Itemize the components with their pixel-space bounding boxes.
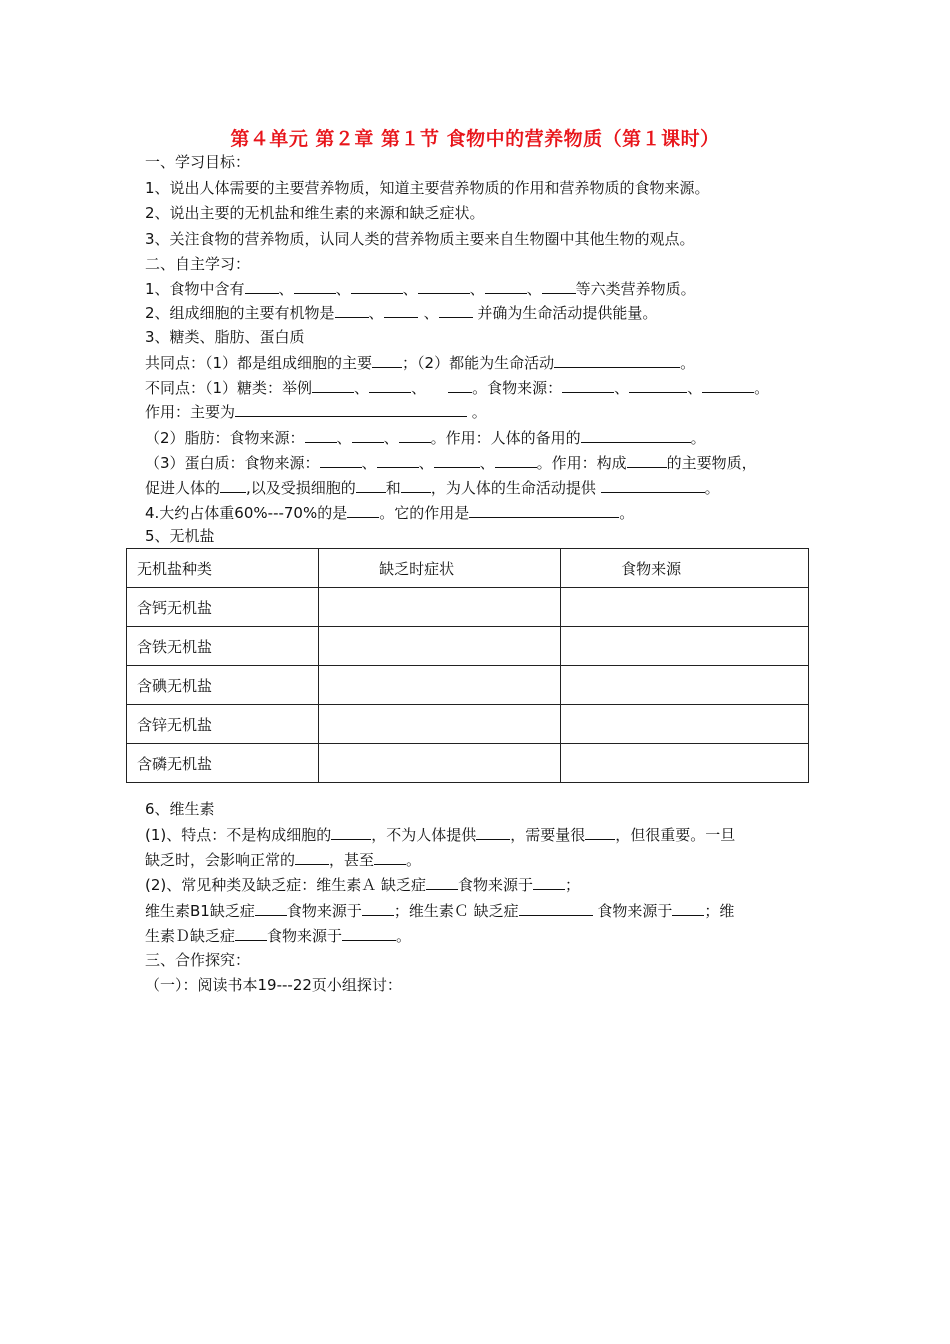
table-row — [127, 588, 809, 627]
blank[interactable] — [629, 378, 687, 393]
table-cell-source[interactable] — [561, 627, 809, 666]
vitamin-l3-mid: 食物来源于 — [458, 876, 534, 894]
blank[interactable] — [448, 378, 472, 393]
separator: 、 — [368, 304, 384, 322]
question-3: 3、糖类、脂肪、蛋白质 — [145, 328, 305, 346]
vitamin-line-1 — [145, 825, 735, 844]
table-cell-symptom[interactable] — [319, 627, 561, 666]
question-2-end: 并确为生命活动提供能量。 — [472, 304, 658, 322]
section-objectives-heading: 一、学习目标： — [145, 153, 251, 171]
table-cell-source[interactable] — [561, 666, 809, 705]
blank[interactable] — [426, 875, 458, 890]
table-cell-salt-type: 含磷无机盐 — [127, 744, 319, 783]
blank[interactable] — [374, 850, 406, 865]
separator: 、 — [402, 280, 418, 298]
fat-mid: 。作用：人体的备用的 — [430, 429, 581, 447]
blank[interactable] — [294, 279, 336, 294]
objective-item-2: 2、说出主要的无机盐和维生素的来源和缺乏症状。 — [145, 204, 485, 222]
blank[interactable] — [439, 303, 473, 318]
blank[interactable] — [542, 279, 576, 294]
separator: 、 — [383, 429, 399, 447]
separator: 、 — [335, 280, 351, 298]
vitamin-l1-mid2: ，需要量很 — [510, 826, 586, 844]
table-cell-salt-type: 含碘无机盐 — [127, 666, 319, 705]
table-cell-source[interactable] — [561, 588, 809, 627]
blank[interactable] — [562, 378, 614, 393]
objective-item-3: 3、关注食物的营养物质，认同人类的营养物质主要来自生物圈中其他生物的观点。 — [145, 230, 695, 248]
differences-text: 不同点：（1）糖类：举例 — [145, 379, 313, 397]
vitamin-l1-end: ，但很重要。一旦 — [615, 826, 736, 844]
vitamin-l2-mid: ，甚至 — [329, 851, 375, 869]
blank[interactable] — [469, 503, 619, 518]
blank[interactable] — [476, 825, 510, 840]
table-row — [127, 627, 809, 666]
table-cell-symptom[interactable] — [319, 588, 561, 627]
blank[interactable] — [585, 825, 615, 840]
protein-line — [145, 453, 757, 472]
table-row — [127, 666, 809, 705]
vitamin-l4-mid1: 食物来源于 — [286, 902, 362, 920]
protein-line-2 — [145, 478, 720, 497]
protein2-text: 促进人体的 — [145, 479, 221, 497]
question-1-text: 1、食物中含有 — [145, 280, 245, 298]
sugar-role-text: 作用：主要为 — [145, 403, 236, 421]
vitamin-l5-mid: 食物来源于 — [267, 927, 343, 945]
vitamin-l5-end: 。 — [396, 927, 412, 945]
table-row — [127, 705, 809, 744]
vitamin-line-2 — [145, 850, 421, 869]
differences-end: 。 — [754, 379, 770, 397]
table-cell-source[interactable] — [561, 744, 809, 783]
vitamin-l4-mid3: 食物来源于 — [592, 902, 673, 920]
blank[interactable] — [255, 901, 287, 916]
vitamin-heading: 6、维生素 — [145, 800, 215, 818]
separator: 、 — [423, 304, 439, 322]
vitamin-l2-text: 缺乏时，会影响正常的 — [145, 851, 296, 869]
protein-text: （3）蛋白质：食物来源： — [145, 454, 320, 472]
vitamin-line-4 — [145, 901, 734, 920]
fat-text: （2）脂肪：食物来源： — [145, 429, 305, 447]
table-row — [127, 744, 809, 783]
table-header-row — [127, 549, 809, 588]
blank[interactable] — [220, 478, 246, 493]
blank[interactable] — [672, 901, 704, 916]
blank[interactable] — [581, 428, 691, 443]
table-cell-salt-type: 含锌无机盐 — [127, 705, 319, 744]
vitamin-l1-text: (1)、特点：不是构成细胞的 — [145, 826, 332, 844]
table-cell-salt-type: 含铁无机盐 — [127, 627, 319, 666]
question-4 — [145, 503, 634, 522]
vitamin-l4-end: ；维 — [704, 902, 735, 920]
vitamin-l4-mid2: ；维生素Ｃ 缺乏症 — [393, 902, 519, 920]
table-header: 缺乏时症状 — [319, 549, 561, 588]
separator: 、 — [469, 280, 485, 298]
sugar-role — [145, 402, 487, 421]
fat-end: 。 — [690, 429, 706, 447]
question-4-text: 4.大约占体重60%---70%的是 — [145, 504, 348, 522]
vitamin-l3-end: ； — [565, 876, 581, 894]
question-4-mid: 。它的作用是 — [379, 504, 470, 522]
vitamin-l2-end: 。 — [406, 851, 422, 869]
protein2-mid1: ,以及受损细胞的 — [246, 479, 356, 497]
vitamin-l3-text: (2)、常见种类及缺乏症：维生素Ａ 缺乏症 — [145, 876, 427, 894]
blank[interactable] — [401, 478, 431, 493]
separator: 、 — [411, 379, 427, 397]
blank[interactable] — [377, 453, 419, 468]
section-cooperative-heading: 三、合作探究： — [145, 951, 251, 969]
question-2 — [145, 303, 657, 322]
question-4-end: 。 — [619, 504, 635, 522]
protein-end: 的主要物质， — [666, 454, 757, 472]
question-2-text: 2、组成细胞的主要有机物是 — [145, 304, 335, 322]
common-points-text: 共同点：（1）都是组成细胞的主要 — [145, 354, 373, 372]
blank[interactable] — [533, 875, 565, 890]
table-header: 无机盐种类 — [127, 549, 319, 588]
table-header: 食物来源 — [561, 549, 809, 588]
separator: 、 — [614, 379, 630, 397]
vitamin-l4-text: 维生素B1缺乏症 — [145, 902, 255, 920]
protein2-mid2: 和 — [385, 479, 401, 497]
question-1 — [145, 279, 696, 298]
differences-sugar — [145, 378, 769, 397]
objective-item-1: 1、说出人体需要的主要营养物质，知道主要营养物质的作用和营养物质的食物来源。 — [145, 179, 710, 197]
blank[interactable] — [519, 901, 593, 916]
protein2-mid3: ，为人体的生命活动提供 — [430, 479, 601, 497]
blank[interactable] — [235, 926, 267, 941]
separator: 、 — [278, 280, 294, 298]
blank[interactable] — [399, 428, 431, 443]
blank[interactable] — [295, 850, 329, 865]
blank[interactable] — [485, 279, 527, 294]
common-points — [145, 353, 695, 372]
table-cell-symptom[interactable] — [319, 705, 561, 744]
separator: 、 — [336, 429, 352, 447]
separator: 、 — [526, 280, 542, 298]
blank[interactable] — [351, 279, 403, 294]
blank[interactable] — [418, 279, 470, 294]
table-cell-symptom[interactable] — [319, 744, 561, 783]
blank[interactable] — [702, 378, 754, 393]
question-5: 5、无机盐 — [145, 527, 215, 545]
blank[interactable] — [245, 279, 279, 294]
sugar-role-end: 。 — [467, 403, 487, 421]
blank[interactable] — [554, 353, 680, 368]
fat-line — [145, 428, 706, 447]
blank[interactable] — [362, 901, 394, 916]
blank[interactable] — [305, 428, 337, 443]
separator: 、 — [687, 379, 703, 397]
blank[interactable] — [384, 303, 418, 318]
blank[interactable] — [495, 453, 537, 468]
blank[interactable] — [356, 478, 386, 493]
vitamin-l5-text: 生素Ｄ缺乏症 — [145, 927, 236, 945]
blank[interactable] — [347, 503, 379, 518]
blank[interactable] — [601, 478, 705, 493]
page-title: 第４单元 第２章 第１节 食物中的营养物质（第１课时） — [230, 128, 720, 150]
protein2-end: 。 — [704, 479, 720, 497]
vitamin-line-5 — [145, 926, 411, 945]
differences-mid: 。食物来源： — [472, 379, 563, 397]
blank[interactable] — [352, 428, 384, 443]
blank[interactable] — [627, 453, 667, 468]
blank[interactable] — [320, 453, 362, 468]
section-self-study-heading: 二、自主学习： — [145, 255, 251, 273]
blank[interactable] — [372, 353, 402, 368]
blank[interactable] — [335, 303, 369, 318]
table-cell-salt-type: 含钙无机盐 — [127, 588, 319, 627]
common-points-end: 。 — [680, 354, 696, 372]
table-cell-source[interactable] — [561, 705, 809, 744]
separator: 、 — [361, 454, 377, 472]
vitamin-l1-mid1: ，不为人体提供 — [371, 826, 477, 844]
common-points-mid: ；（2）都能为生命活动 — [402, 354, 555, 372]
separator: 、 — [479, 454, 495, 472]
cooperative-item-1: （一）：阅读书本19---22页小组探讨： — [145, 976, 402, 994]
separator: 、 — [354, 379, 370, 397]
blank[interactable] — [342, 926, 396, 941]
blank[interactable] — [235, 402, 467, 417]
protein-mid: 。作用：构成 — [536, 454, 627, 472]
blank[interactable] — [369, 378, 411, 393]
blank[interactable] — [434, 453, 480, 468]
vitamin-line-3 — [145, 875, 580, 894]
mineral-salt-table — [126, 548, 809, 783]
blank[interactable] — [331, 825, 371, 840]
question-1-end: 等六类营养物质。 — [575, 280, 696, 298]
separator: 、 — [418, 454, 434, 472]
table-cell-symptom[interactable] — [319, 666, 561, 705]
blank[interactable] — [312, 378, 354, 393]
